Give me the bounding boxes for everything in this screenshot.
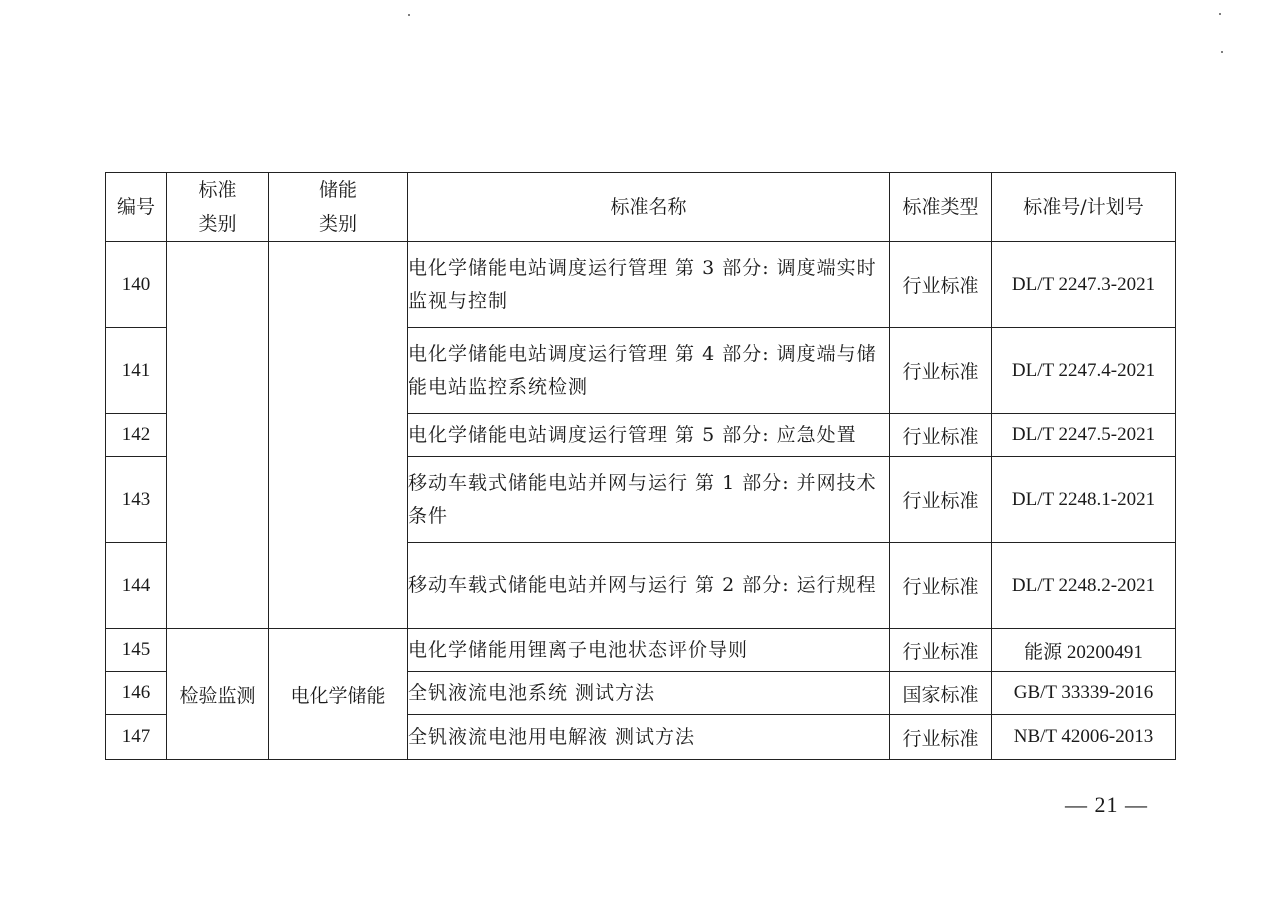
- row-num: 141: [106, 328, 167, 414]
- row-type: 行业标准: [890, 414, 992, 457]
- row-name: 移动车载式储能电站并网与运行 第 2 部分: 运行规程: [408, 543, 890, 629]
- row-type: 行业标准: [890, 242, 992, 328]
- header-std-category-line2: 类别: [198, 213, 237, 235]
- header-name: 标准名称: [408, 173, 890, 242]
- header-storage-category: [269, 173, 408, 242]
- row-type: 国家标准: [890, 672, 992, 715]
- std-category-cell: [167, 242, 269, 629]
- scan-speck: [408, 14, 410, 16]
- row-type: 行业标准: [890, 328, 992, 414]
- header-code: 标准号/计划号: [992, 173, 1176, 242]
- row-code: NB/T 42006-2013: [992, 715, 1176, 760]
- storage-category-cell: 电化学储能: [269, 629, 408, 760]
- row-code: DL/T 2248.2-2021: [992, 543, 1176, 629]
- row-name: 电化学储能用锂离子电池状态评价导则: [408, 629, 890, 672]
- row-name: 全钒液流电池系统 测试方法: [408, 672, 890, 715]
- row-num: 144: [106, 543, 167, 629]
- row-num: 145: [106, 629, 167, 672]
- row-type: 行业标准: [890, 543, 992, 629]
- row-type: 行业标准: [890, 629, 992, 672]
- table-header-row: [106, 173, 1176, 242]
- storage-category-cell: [269, 242, 408, 629]
- table-row: [106, 242, 1176, 328]
- row-name: 电化学储能电站调度运行管理 第 5 部分: 应急处置: [408, 414, 890, 457]
- row-num: 140: [106, 242, 167, 328]
- row-code: DL/T 2247.5-2021: [992, 414, 1176, 457]
- scan-speck: [1219, 13, 1221, 15]
- row-num: 147: [106, 715, 167, 760]
- header-type: 标准类型: [890, 173, 992, 242]
- header-storage-category-line2: 类别: [318, 213, 357, 235]
- row-code: DL/T 2247.3-2021: [992, 242, 1176, 328]
- standards-table: [105, 172, 1176, 760]
- row-code: DL/T 2247.4-2021: [992, 328, 1176, 414]
- row-name: 全钒液流电池用电解液 测试方法: [408, 715, 890, 760]
- row-name: 电化学储能电站调度运行管理 第 3 部分: 调度端实时监视与控制: [408, 242, 890, 328]
- row-code: 能源 20200491: [992, 629, 1176, 672]
- row-num: 143: [106, 457, 167, 543]
- header-std-category: [167, 173, 269, 242]
- header-std-category-line1: 标准: [198, 179, 237, 201]
- scan-speck: [1221, 51, 1223, 53]
- row-code: DL/T 2248.1-2021: [992, 457, 1176, 543]
- row-type: 行业标准: [890, 457, 992, 543]
- row-code: GB/T 33339-2016: [992, 672, 1176, 715]
- table-row: [106, 629, 1176, 672]
- row-num: 142: [106, 414, 167, 457]
- std-category-cell: 检验监测: [167, 629, 269, 760]
- header-storage-category-line1: 储能: [318, 179, 357, 201]
- page-number: — 21 —: [1065, 792, 1148, 817]
- row-type: 行业标准: [890, 715, 992, 760]
- row-name: 移动车载式储能电站并网与运行 第 1 部分: 并网技术条件: [408, 457, 890, 543]
- row-num: 146: [106, 672, 167, 715]
- row-name: 电化学储能电站调度运行管理 第 4 部分: 调度端与储能电站监控系统检测: [408, 328, 890, 414]
- header-num: 编号: [106, 173, 167, 242]
